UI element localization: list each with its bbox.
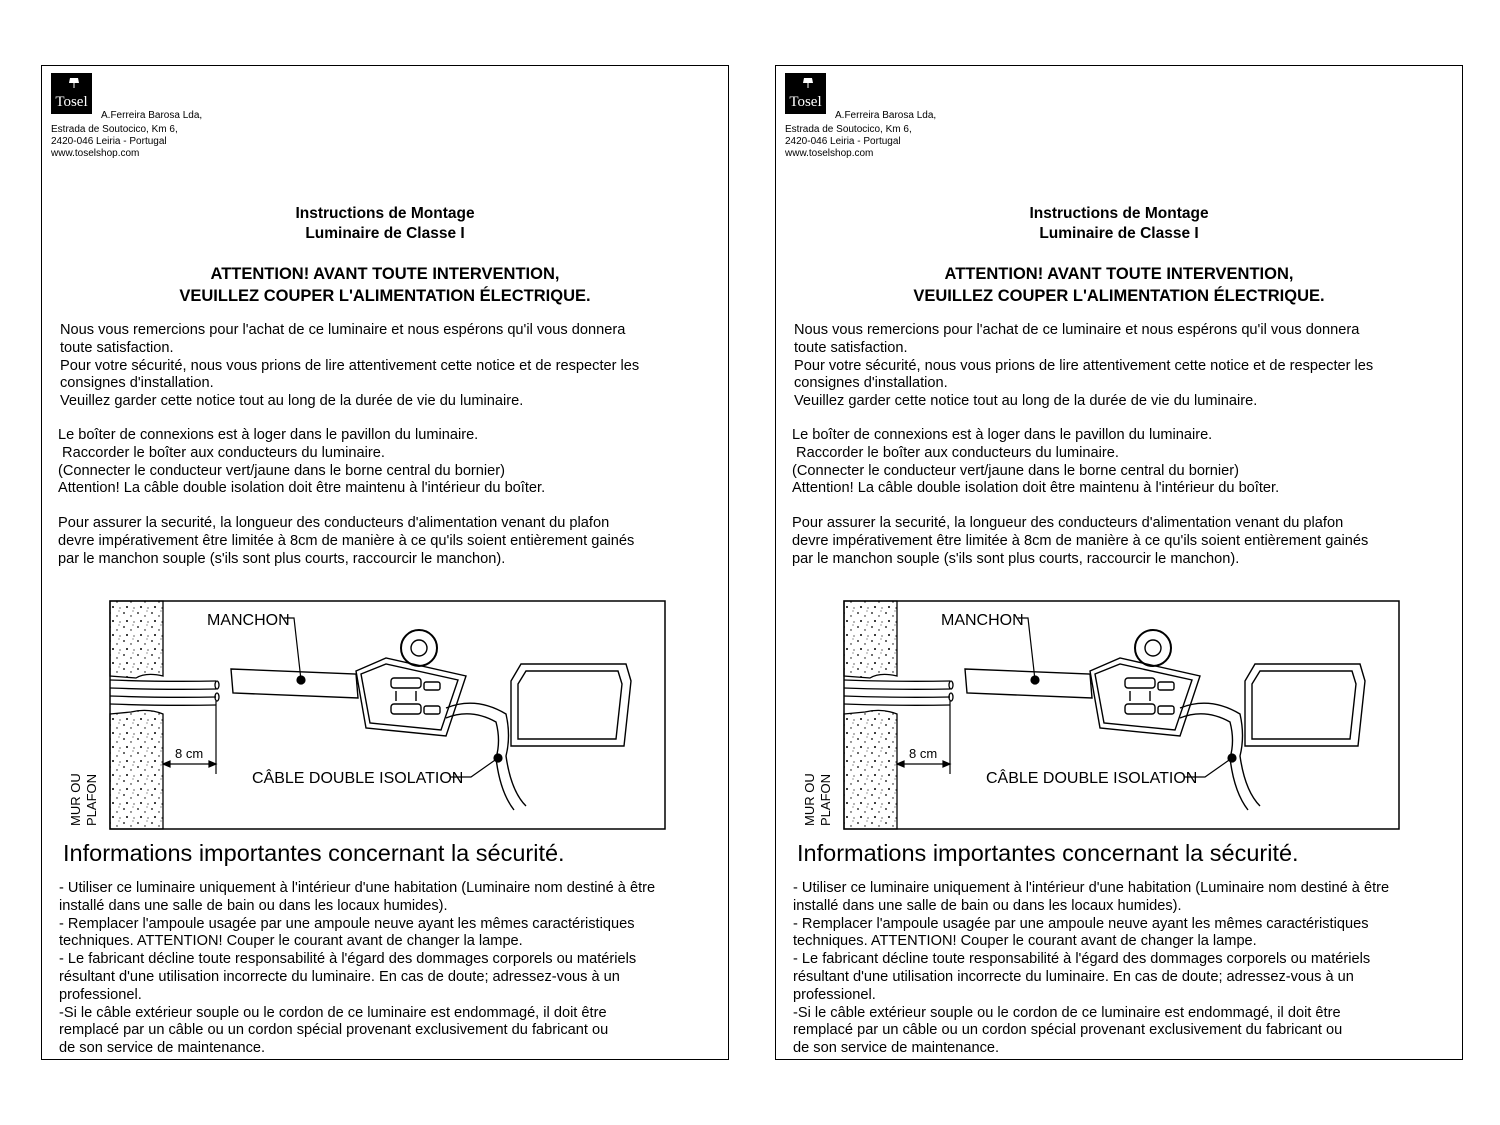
safety-heading: Informations importantes concernant la sécurité. <box>63 840 565 866</box>
wall-section <box>110 601 163 829</box>
lamp-logo-icon <box>785 73 826 114</box>
text-line: par le manchon souple (s'ils sont plus courts, raccourcir le manchon). <box>58 550 506 567</box>
website-line: www.toselshop.com <box>785 148 874 159</box>
title-line: Luminaire de Classe I <box>1039 225 1199 242</box>
address-line: Estrada de Soutocico, Km 6, <box>51 124 178 135</box>
document-title <box>42 204 728 244</box>
safety-heading: Informations importantes concernant la sécurité. <box>797 840 1299 866</box>
wall-label-line-2: PLAFON <box>84 773 99 826</box>
connection-box <box>511 664 631 746</box>
text-line: - Remplacer l'ampoule usagée par une ampoule neuve ayant les mêmes caractéristiques <box>59 915 635 932</box>
warning-line: ATTENTION! AVANT TOUTE INTERVENTION, <box>944 265 1294 283</box>
length-dimension-label: 8 cm <box>175 746 204 761</box>
lamp-logo-icon <box>51 73 92 114</box>
instruction-sheet-right <box>775 65 1463 1060</box>
length-paragraph <box>58 515 634 568</box>
intro-paragraph <box>60 322 639 411</box>
text-line: Pour assurer la securité, la longueur des conducteurs d'alimentation venant du plafon <box>58 515 610 531</box>
terminal-block <box>356 630 466 736</box>
warning-line: VEUILLEZ COUPER L'ALIMENTATION ÉLECTRIQUE. <box>913 287 1325 305</box>
text-line: résultant d'une utilisation incorrecte du luminaire. En cas de doute; adressez-vous à un <box>793 968 1354 985</box>
length-dimension-label: 8 cm <box>909 746 938 761</box>
connection-paragraph <box>58 427 545 498</box>
text-line: Nous vous remercions pour l'achat de ce luminaire et nous espérons qu'il vous donnera <box>794 322 1360 338</box>
supply-conductors <box>110 680 219 705</box>
supply-conductors <box>844 680 953 705</box>
diagram-frame <box>844 601 1399 829</box>
text-line: Veuillez garder cette notice tout au long de la durée de vie du luminaire. <box>794 393 1258 410</box>
text-line: consignes d'installation. <box>60 375 214 392</box>
dimension-8cm <box>163 701 216 774</box>
text-line: Raccorder le boîter aux conducteurs du luminaire. <box>792 444 1119 461</box>
text-line: Pour assurer la securité, la longueur des conducteurs d'alimentation venant du plafon <box>792 515 1344 531</box>
text-line: professionel. <box>59 986 142 1003</box>
text-line: Raccorder le boîter aux conducteurs du luminaire. <box>58 444 385 461</box>
address-line: Estrada de Soutocico, Km 6, <box>785 124 912 135</box>
leader-lines <box>284 618 502 777</box>
text-line: par le manchon souple (s'ils sont plus courts, raccourcir le manchon). <box>792 550 1240 567</box>
website-line: www.toselshop.com <box>51 148 140 159</box>
manchon-label: MANCHON <box>941 612 1024 629</box>
company-address <box>785 124 912 160</box>
warning-line: VEUILLEZ COUPER L'ALIMENTATION ÉLECTRIQUE. <box>179 287 591 305</box>
sleeve-manchon <box>965 669 1092 698</box>
text-line: (Connecter le conducteur vert/jaune dans le borne central du bornier) <box>58 462 505 479</box>
logo-text: Tosel <box>789 94 822 110</box>
cable-label: CÂBLE DOUBLE ISOLATION <box>252 770 464 787</box>
title-line: Instructions de Montage <box>1029 205 1209 222</box>
text-line: devre impérativement être limitée à 8cm de manière à ce qu'ils soient entièrement gainés <box>792 532 1369 549</box>
text-line: Le boîter de connexions est à loger dans le pavillon du luminaire. <box>58 427 479 443</box>
wall-section <box>844 601 897 829</box>
text-line: de son service de maintenance. <box>59 1040 266 1057</box>
cable-label: CÂBLE DOUBLE ISOLATION <box>986 770 1198 787</box>
double-insulated-cable <box>446 703 526 810</box>
double-insulated-cable <box>1180 703 1260 810</box>
text-line: devre impérativement être limitée à 8cm de manière à ce qu'ils soient entièrement gainés <box>58 532 635 549</box>
title-line: Luminaire de Classe I <box>305 225 465 242</box>
company-address <box>51 124 178 160</box>
text-line: - Le fabricant décline toute responsabilité à l'égard des dommages corporels ou matériels <box>793 951 1371 968</box>
dimension-8cm <box>897 701 950 774</box>
text-line: - Le fabricant décline toute responsabilité à l'égard des dommages corporels ou matériels <box>59 951 637 968</box>
text-line: -Si le câble extérieur souple ou le cordon de ce luminaire est endommagé, il doit être <box>59 1004 607 1021</box>
address-line: 2420-046 Leiria - Portugal <box>785 136 901 147</box>
wiring-diagram <box>800 596 1410 836</box>
tosel-logo <box>785 73 826 114</box>
safety-warning <box>42 263 728 307</box>
text-line: Nous vous remercions pour l'achat de ce luminaire et nous espérons qu'il vous donnera <box>60 322 626 338</box>
sleeve-manchon <box>231 669 358 698</box>
document-title <box>776 204 1462 244</box>
text-line: Attention! La câble double isolation doit être maintenu à l'intérieur du boîter. <box>792 480 1280 497</box>
text-line: Attention! La câble double isolation doit être maintenu à l'intérieur du boîter. <box>58 480 546 497</box>
text-line: remplacé par un câble ou un cordon spécial provenant exclusivement du fabricant ou <box>793 1022 1343 1039</box>
connection-paragraph <box>792 427 1279 498</box>
text-line: Le boîter de connexions est à loger dans le pavillon du luminaire. <box>792 427 1213 443</box>
text-line: installé dans une salle de bain ou dans les locaux humides). <box>59 897 448 914</box>
text-line: toute satisfaction. <box>794 339 908 356</box>
text-line: de son service de maintenance. <box>793 1040 1000 1057</box>
warning-line: ATTENTION! AVANT TOUTE INTERVENTION, <box>210 265 560 283</box>
length-paragraph <box>792 515 1368 568</box>
safety-warning <box>776 263 1462 307</box>
text-line: Veuillez garder cette notice tout au long de la durée de vie du luminaire. <box>60 393 524 410</box>
connection-box <box>1245 664 1365 746</box>
diagram-frame <box>110 601 665 829</box>
wiring-diagram <box>66 596 676 836</box>
safety-list <box>793 880 1389 1058</box>
manchon-label: MANCHON <box>207 612 290 629</box>
company-name: A.Ferreira Barosa Lda, <box>101 110 203 121</box>
text-line: - Remplacer l'ampoule usagée par une ampoule neuve ayant les mêmes caractéristiques <box>793 915 1369 932</box>
title-line: Instructions de Montage <box>295 205 475 222</box>
logo-text: Tosel <box>55 94 88 110</box>
intro-paragraph <box>794 322 1373 411</box>
tosel-logo <box>51 73 92 114</box>
text-line: techniques. ATTENTION! Couper le courant avant de changer la lampe. <box>59 933 523 950</box>
company-name: A.Ferreira Barosa Lda, <box>835 110 937 121</box>
wall-label-line-2: PLAFON <box>818 773 833 826</box>
wall-label-line-1: MUR OU <box>68 773 83 826</box>
text-line: professionel. <box>793 986 876 1003</box>
wall-label-line-1: MUR OU <box>802 773 817 826</box>
text-line: remplacé par un câble ou un cordon spécial provenant exclusivement du fabricant ou <box>59 1022 609 1039</box>
address-line: 2420-046 Leiria - Portugal <box>51 136 167 147</box>
text-line: consignes d'installation. <box>794 375 948 392</box>
safety-list <box>59 880 655 1058</box>
leader-lines <box>1018 618 1236 777</box>
text-line: - Utiliser ce luminaire uniquement à l'intérieur d'une habitation (Luminaire nom destiné à être <box>59 880 656 896</box>
text-line: techniques. ATTENTION! Couper le courant avant de changer la lampe. <box>793 933 1257 950</box>
text-line: - Utiliser ce luminaire uniquement à l'intérieur d'une habitation (Luminaire nom destiné à être <box>793 880 1390 896</box>
text-line: Pour votre sécurité, nous vous prions de lire attentivement cette notice et de respecter les <box>60 357 640 374</box>
text-line: toute satisfaction. <box>60 339 174 356</box>
terminal-block <box>1090 630 1200 736</box>
text-line: (Connecter le conducteur vert/jaune dans le borne central du bornier) <box>792 462 1239 479</box>
text-line: Pour votre sécurité, nous vous prions de lire attentivement cette notice et de respecter les <box>794 357 1374 374</box>
text-line: résultant d'une utilisation incorrecte du luminaire. En cas de doute; adressez-vous à un <box>59 968 620 985</box>
text-line: installé dans une salle de bain ou dans les locaux humides). <box>793 897 1182 914</box>
instruction-sheet-left <box>41 65 729 1060</box>
text-line: -Si le câble extérieur souple ou le cordon de ce luminaire est endommagé, il doit être <box>793 1004 1341 1021</box>
